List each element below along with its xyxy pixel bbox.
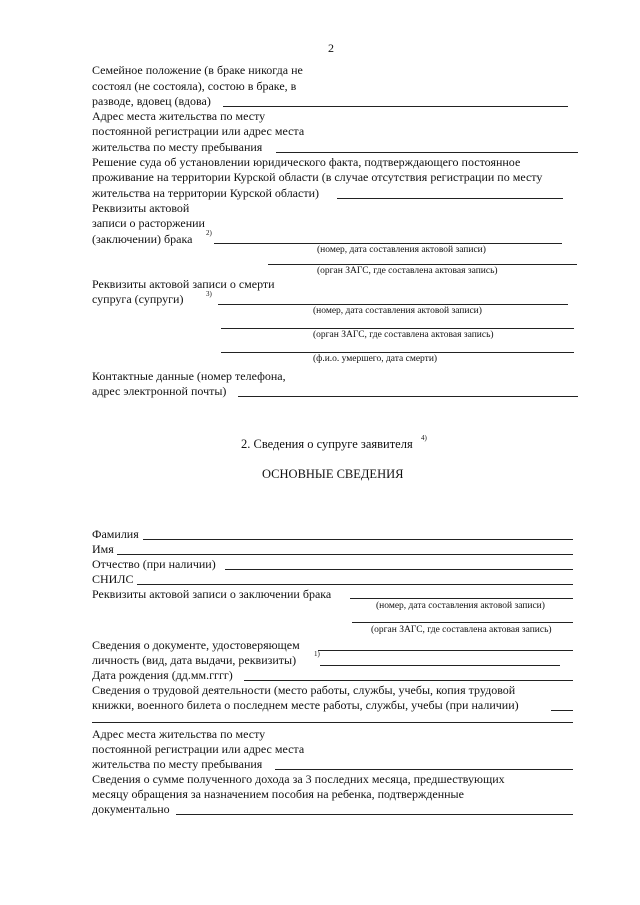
snils-label: СНИЛС: [92, 572, 134, 586]
work-label-line1: Сведения о трудовой деятельности (место работы, службы, учебы, копия трудовой: [92, 683, 516, 697]
snils-field-line[interactable]: [137, 584, 573, 585]
address-field-line[interactable]: [276, 152, 578, 153]
marriage-record-label: Реквизиты актовой записи о заключении брака: [92, 587, 332, 601]
court-decision-field-line[interactable]: [337, 198, 563, 199]
death-record-caption3: (ф.и.о. умершего, дата смерти): [313, 354, 438, 364]
work-label-line2: книжки, военного билета о последнем месте работы, службы, учебы (при наличии): [92, 698, 519, 712]
id-document-label-line1: Сведения о документе, удостоверяющем: [92, 638, 300, 652]
marriage-record-field-line1[interactable]: [350, 598, 573, 599]
divorce-footnote-mark: 2): [206, 229, 212, 237]
address-label-line1: Адрес места жительства по месту: [92, 109, 266, 123]
income-label-line1: Сведения о сумме полученного дохода за 3 последних месяца, предшествующих: [92, 772, 505, 786]
court-decision-label-line2: проживание на территории Курской области (в случае отсутствия регистрации по месту: [92, 170, 543, 184]
death-record-field-line3[interactable]: [221, 352, 574, 353]
surname-label: Фамилия: [92, 527, 139, 541]
id-document-field-line1[interactable]: [318, 650, 573, 651]
contact-field-line[interactable]: [238, 396, 578, 397]
divorce-record-field-line2[interactable]: [268, 264, 577, 265]
divorce-record-label-line1: Реквизиты актовой: [92, 201, 190, 215]
spouse-address-field-line[interactable]: [275, 769, 573, 770]
death-record-label-line1: Реквизиты актовой записи о смерти: [92, 277, 275, 291]
marital-status-field-line[interactable]: [223, 106, 568, 107]
spouse-address-label-line2: постоянной регистрации или адрес места: [92, 742, 305, 756]
death-record-field-line2[interactable]: [221, 328, 574, 329]
section2-subheading: ОСНОВНЫЕ СВЕДЕНИЯ: [262, 467, 404, 481]
death-record-caption1: (номер, дата составления актовой записи): [313, 306, 482, 316]
marriage-record-caption2: (орган ЗАГС, где составлена актовая запись): [371, 625, 552, 635]
court-decision-label-line1: Решение суда об установлении юридического факта, подтверждающего постоянное: [92, 155, 521, 169]
marital-status-label-line2: состоял (не состояла), состою в браке, в: [92, 79, 297, 93]
death-record-field-line1[interactable]: [218, 304, 568, 305]
id-document-field-line2[interactable]: [320, 665, 560, 666]
contact-label-line1: Контактные данные (номер телефона,: [92, 369, 286, 383]
id-document-label-line2: личность (вид, дата выдачи, реквизиты): [92, 653, 297, 667]
name-label: Имя: [92, 542, 114, 556]
id-footnote-mark: 1): [314, 650, 320, 658]
address-label-line3: жительства по месту пребывания: [92, 140, 263, 154]
marital-status-label-line1: Семейное положение (в браке никогда не: [92, 63, 303, 77]
divorce-record-label-line3: (заключении) брака: [92, 232, 193, 246]
death-record-label-line2: супруга (супруги): [92, 292, 184, 306]
section2-heading: 2. Сведения о супруге заявителя: [241, 437, 413, 451]
income-field-line[interactable]: [176, 814, 573, 815]
marriage-record-field-line2[interactable]: [352, 622, 573, 623]
marital-status-label-line3: разводе, вдовец (вдова): [92, 94, 211, 108]
surname-field-line[interactable]: [143, 539, 573, 540]
death-footnote-mark: 3): [206, 290, 212, 298]
divorce-record-caption2: (орган ЗАГС, где составлена актовая запись): [317, 266, 498, 276]
spouse-address-label-line1: Адрес места жительства по месту: [92, 727, 266, 741]
income-label-line3: документально: [92, 802, 170, 816]
spouse-address-label-line3: жительства по месту пребывания: [92, 757, 263, 771]
birth-date-field-line[interactable]: [244, 680, 573, 681]
divorce-record-label-line2: записи о расторжении: [92, 216, 205, 230]
name-field-line[interactable]: [117, 554, 573, 555]
patronymic-field-line[interactable]: [225, 569, 573, 570]
page-number: 2: [328, 41, 334, 55]
birth-date-label: Дата рождения (дд.мм.гггг): [92, 668, 233, 682]
divorce-record-caption1: (номер, дата составления актовой записи): [317, 245, 486, 255]
address-label-line2: постоянной регистрации или адрес места: [92, 124, 305, 138]
income-label-line2: месяцу обращения за назначением пособия на ребенка, подтвержденные: [92, 787, 464, 801]
court-decision-label-line3: жительства на территории Курской области): [92, 186, 319, 200]
patronymic-label: Отчество (при наличии): [92, 557, 216, 571]
contact-label-line2: адрес электронной почты): [92, 384, 227, 398]
work-field-line1[interactable]: [551, 710, 573, 711]
divorce-record-field-line1[interactable]: [214, 243, 562, 244]
work-field-line2[interactable]: [92, 722, 573, 723]
section2-footnote-mark: 4): [421, 434, 427, 442]
marriage-record-caption1: (номер, дата составления актовой записи): [376, 601, 545, 611]
death-record-caption2: (орган ЗАГС, где составлена актовая запись): [313, 330, 494, 340]
